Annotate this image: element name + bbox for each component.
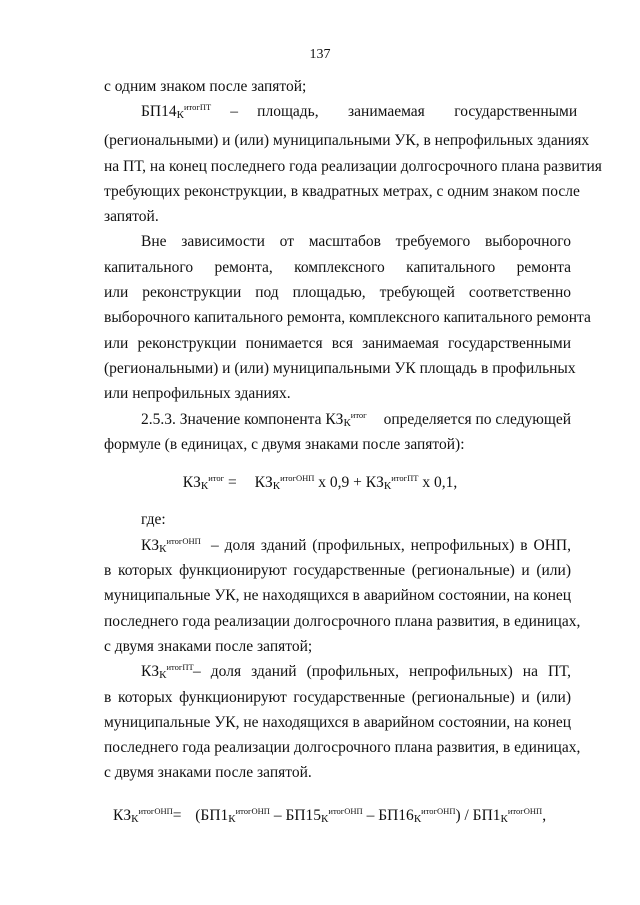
text-line: с двумя знаками после запятой. — [104, 764, 312, 781]
text-line: (региональными) и (или) муниципальными УК, в непрофильных зданиях — [104, 132, 590, 149]
term-bp14: $БП14К^{итогПТ}$ — [141, 102, 212, 121]
definition-kz-onp-line: $КЗК^{итогОНП}$ – доля зданий (профильных, непрофильных) в ОНП, — [141, 536, 571, 555]
text-line: Вне зависимости от масштабов требуемого выборочного — [141, 233, 571, 250]
term-kz-onp: $КЗК^{итогОНП}$ — [141, 536, 201, 555]
text-line: муниципальные УК, не находящихся в аварийном состоянии, на конец — [104, 714, 572, 731]
text-line: (региональными) и (или) муниципальными УК площадь в профильных — [104, 360, 576, 377]
definition-kz-pt-line: $КЗК^{итогПТ}$ – доля зданий (профильных, непрофильных) на ПТ, — [141, 662, 571, 681]
text-line: муниципальные УК, не находящихся в аварийном состоянии, на конец — [104, 587, 572, 604]
text-line: последнего года реализации долгосрочного плана развития, в единицах, — [104, 739, 581, 756]
text-line: с двумя знаками после запятой; — [104, 638, 313, 655]
text-line: последнего года реализации долгосрочного плана развития, в единицах, — [104, 613, 581, 630]
page-number: 137 — [309, 47, 331, 62]
text-line: запятой. — [104, 208, 159, 225]
text-line: или реконструкции понимается вся занимаемая государственными — [104, 335, 571, 352]
text-line: на ПТ, на конец последнего года реализации долгосрочного плана развития — [104, 158, 602, 175]
definition-bp14-line: $БП14К^{итогПТ}$ – площадь, занимаемая государственными — [141, 102, 578, 121]
text-line: с одним знаком после запятой; — [104, 78, 307, 95]
where-label: где: — [141, 511, 166, 528]
section-2-5-3-line: 2.5.3. Значение компонента $КЗК^{итог}$ определяется по следующей — [141, 410, 571, 429]
text-line: или непрофильных зданиях. — [104, 385, 291, 402]
formula-kz-onp: $КЗК^{итогОНП}= (БП1К^{итогОНП} - БП15К^{итогОНП} - БП16К^{итогОНП}) / БП1К^{итогОНП}$, — [113, 806, 547, 825]
term-kz-pt: $КЗК^{итогПТ}$ — [141, 662, 194, 681]
text-line: в которых функционируют государственные (региональные) и (или) — [104, 689, 571, 706]
text-line: в которых функционируют государственные (региональные) и (или) — [104, 562, 571, 579]
text-line: формуле (в единицах, с двумя знаками после запятой): — [104, 436, 465, 453]
text-line: или реконструкции под площадью, требующей соответственно — [104, 284, 571, 301]
text-line: капитального ремонта, комплексного капитального ремонта — [104, 259, 571, 276]
formula-kz-itog: $КЗК^{итог} = КЗК^{итогОНП}$ х $0,9 + КЗК^{итогПТ}$ х 0,1, — [182, 473, 458, 492]
text-line: выборочного капитального ремонта, комплексного капитального ремонта — [104, 309, 591, 326]
text-line: требующих реконструкции, в квадратных метрах, с одним знаком после — [104, 183, 580, 200]
